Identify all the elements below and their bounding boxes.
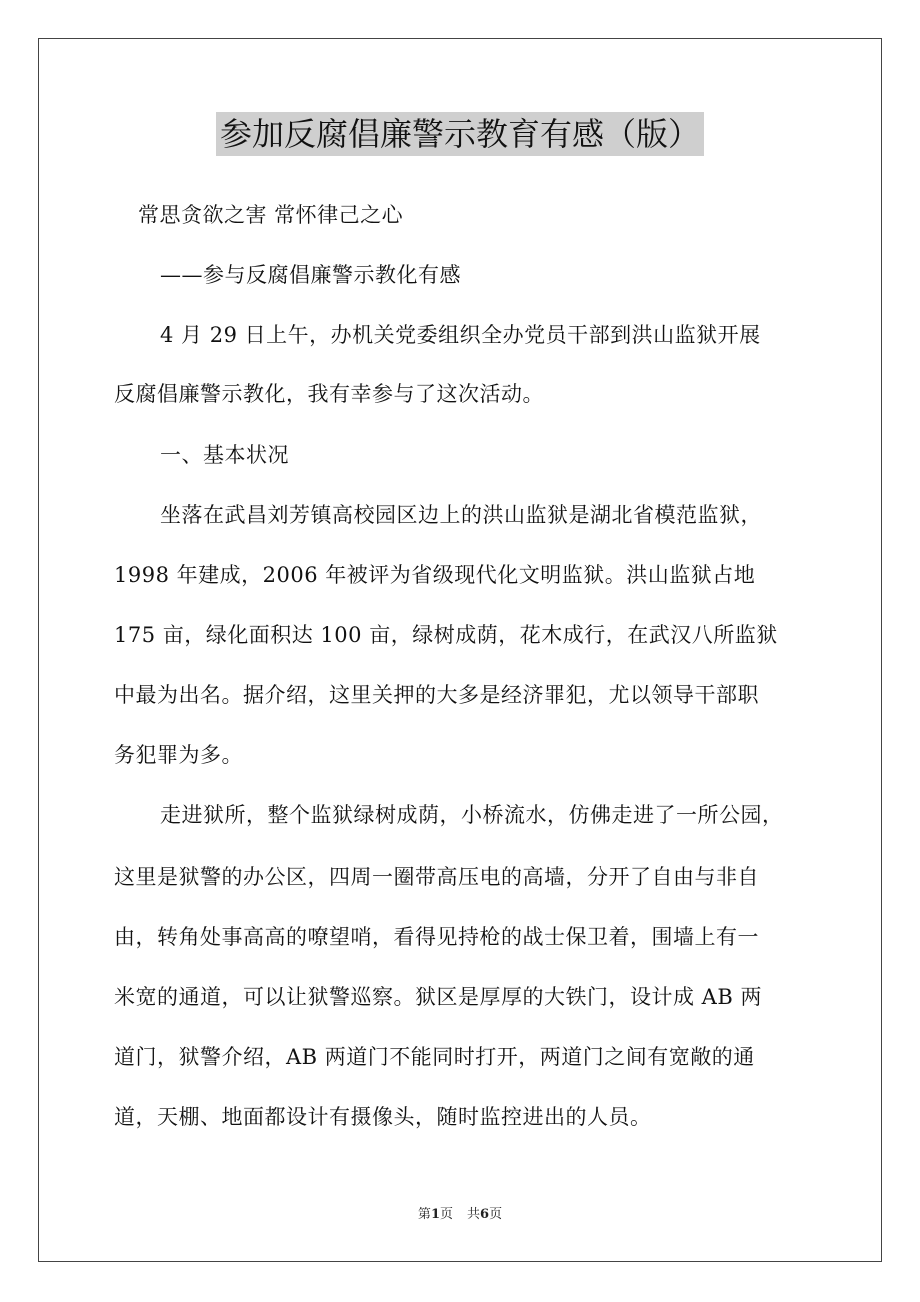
paragraph-line: 米宽的通道，可以让狱警巡察。狱区是厚厚的大铁门，设计成 AB 两	[114, 985, 762, 1009]
total-prefix: 共	[467, 1207, 481, 1222]
section-heading: 一、基本状况	[160, 443, 289, 467]
page-suffix: 页	[439, 1207, 453, 1222]
paragraph-line: 务犯罪为多。	[114, 743, 243, 767]
page-footer	[0, 1206, 920, 1224]
paragraph-line: 道门，狱警介绍，AB 两道门不能同时打开，两道门之间有宽敞的通	[114, 1045, 755, 1069]
paragraph-line: 走进狱所，整个监狱绿树成荫，小桥流水，仿佛走进了一所公园，	[160, 803, 784, 827]
document-subtitle: 常思贪欲之害 常怀律己之心	[138, 203, 404, 227]
paragraph-line: 1998 年建成，2006 年被评为省级现代化文明监狱。洪山监狱占地	[114, 563, 756, 587]
title-container	[0, 112, 920, 156]
document-title: 参加反腐倡廉警示教育有感（版）	[216, 112, 704, 156]
page-prefix: 第	[417, 1207, 431, 1222]
paragraph-line: 反腐倡廉警示教化，我有幸参与了这次活动。	[114, 382, 544, 406]
paragraph-line: 坐落在武昌刘芳镇高校园区边上的洪山监狱是湖北省模范监狱，	[160, 503, 762, 527]
paragraph-line: 175 亩，绿化面积达 100 亩，绿树成荫，花木成行，在武汉八所监狱	[114, 623, 778, 647]
paragraph-line: 4 月 29 日上午，办机关党委组织全办党员干部到洪山监狱开展	[160, 323, 761, 347]
total-pages-number: 6	[480, 1207, 490, 1222]
document-byline: ——参与反腐倡廉警示教化有感	[160, 263, 461, 287]
current-page-number: 1	[430, 1207, 440, 1222]
paragraph-line: 由，转角处事高高的嘹望哨，看得见持枪的战士保卫着，围墙上有一	[114, 925, 759, 949]
paragraph-line: 道，天棚、地面都设计有摄像头，随时监控进出的人员。	[114, 1105, 652, 1129]
total-suffix: 页	[489, 1207, 503, 1222]
paragraph-line: 这里是狱警的办公区，四周一圈带高压电的高墙，分开了自由与非自	[114, 865, 759, 889]
paragraph-line: 中最为出名。据介绍，这里关押的大多是经济罪犯，尤以领导干部职	[114, 683, 759, 707]
